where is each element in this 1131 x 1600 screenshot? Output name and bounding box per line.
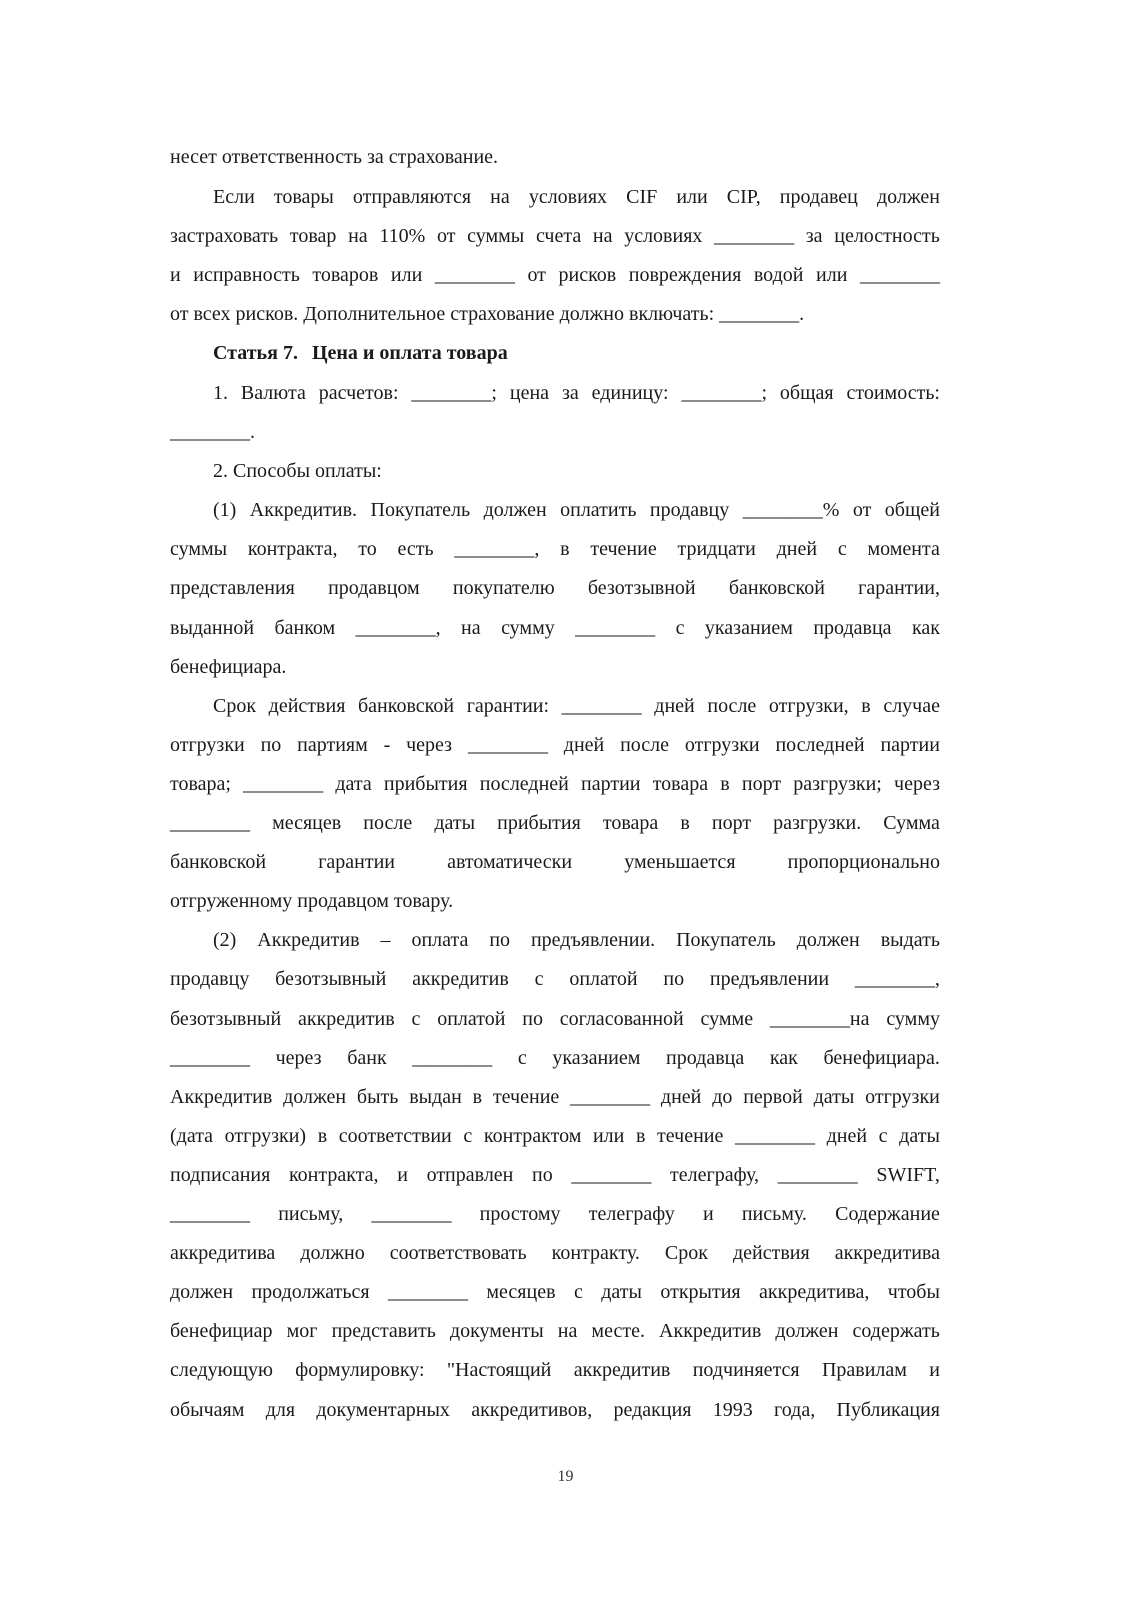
text-line: подписания контракта, и отправлен по ________ телеграфу, ________ SWIFT, [170,1164,940,1186]
text-line: несет ответственность за страхование. [170,146,499,168]
text-line: выданной банком ________, на сумму ________ с указанием продавца как [170,617,940,639]
text-line: Аккредитив должен быть выдан в течение ________ дней до первой даты отгрузки [170,1086,940,1108]
text-line: ________ месяцев после даты прибытия товара в порт разгрузки. Сумма [170,812,940,834]
text-line: безотзывный аккредитив с оплатой по согласованной сумме ________на сумму [170,1008,940,1030]
article-heading [213,341,940,365]
text-line: и исправность товаров или ________ от рисков повреждения водой или ________ [170,264,940,286]
text-line: отгруженному продавцом товару. [170,890,454,912]
text-line: (дата отгрузки) в соответствии с контрактом или в течение ________ дней с даты [170,1125,940,1147]
text-line: бенефициара. [170,656,287,678]
text-line: товара; ________ дата прибытия последней партии товара в порт разгрузки; через [170,773,940,795]
text-line: ________. [170,421,255,443]
text-line: застраховать товар на 110% от суммы счета на условиях ________ за целостность [170,225,940,247]
text-line: банковской гарантии автоматически уменьшается пропорционально [170,851,940,873]
text-line: бенефициар мог представить документы на месте. Аккредитив должен содержать [170,1320,940,1342]
article-number: Статья 7. [213,342,298,364]
text-line: аккредитива должно соответствовать контракту. Срок действия аккредитива [170,1242,940,1264]
text-line: 2. Способы оплаты: [213,460,382,482]
text-line: ________ письму, ________ простому телеграфу и письму. Содержание [170,1203,940,1225]
text-line: представления продавцом покупателю безотзывной банковской гарантии, [170,577,940,599]
text-line: (2) Аккредитив – оплата по предъявлении. Покупатель должен выдать [213,929,940,951]
text-line: отгрузки по партиям - через ________ дней после отгрузки последней партии [170,734,940,756]
text-line: 1. Валюта расчетов: ________; цена за единицу: ________; общая стоимость: [213,382,940,404]
text-line: (1) Аккредитив. Покупатель должен оплатить продавцу ________% от общей [213,499,940,521]
text-line: ________ через банк ________ с указанием продавца как бенефициара. [170,1047,940,1069]
text-line: должен продолжаться ________ месяцев с даты открытия аккредитива, чтобы [170,1281,940,1303]
text-line: Срок действия банковской гарантии: ________ дней после отгрузки, в случае [213,695,940,717]
article-title: Цена и оплата товара [311,342,508,364]
text-line: от всех рисков. Дополнительное страхование должно включать: ________. [170,303,805,325]
text-line: Если товары отправляются на условиях CIF или CIP, продавец должен [213,186,940,208]
text-line: продавцу безотзывный аккредитив с оплатой по предъявлении ________, [170,968,940,990]
text-line: следующую формулировку: "Настоящий аккредитив подчиняется Правилам и [170,1359,940,1381]
page-number: 19 [557,1468,574,1485]
text-line: обычаям для документарных аккредитивов, редакция 1993 года, Публикация [170,1399,940,1421]
text-line: суммы контракта, то есть ________, в течение тридцати дней с момента [170,538,940,560]
